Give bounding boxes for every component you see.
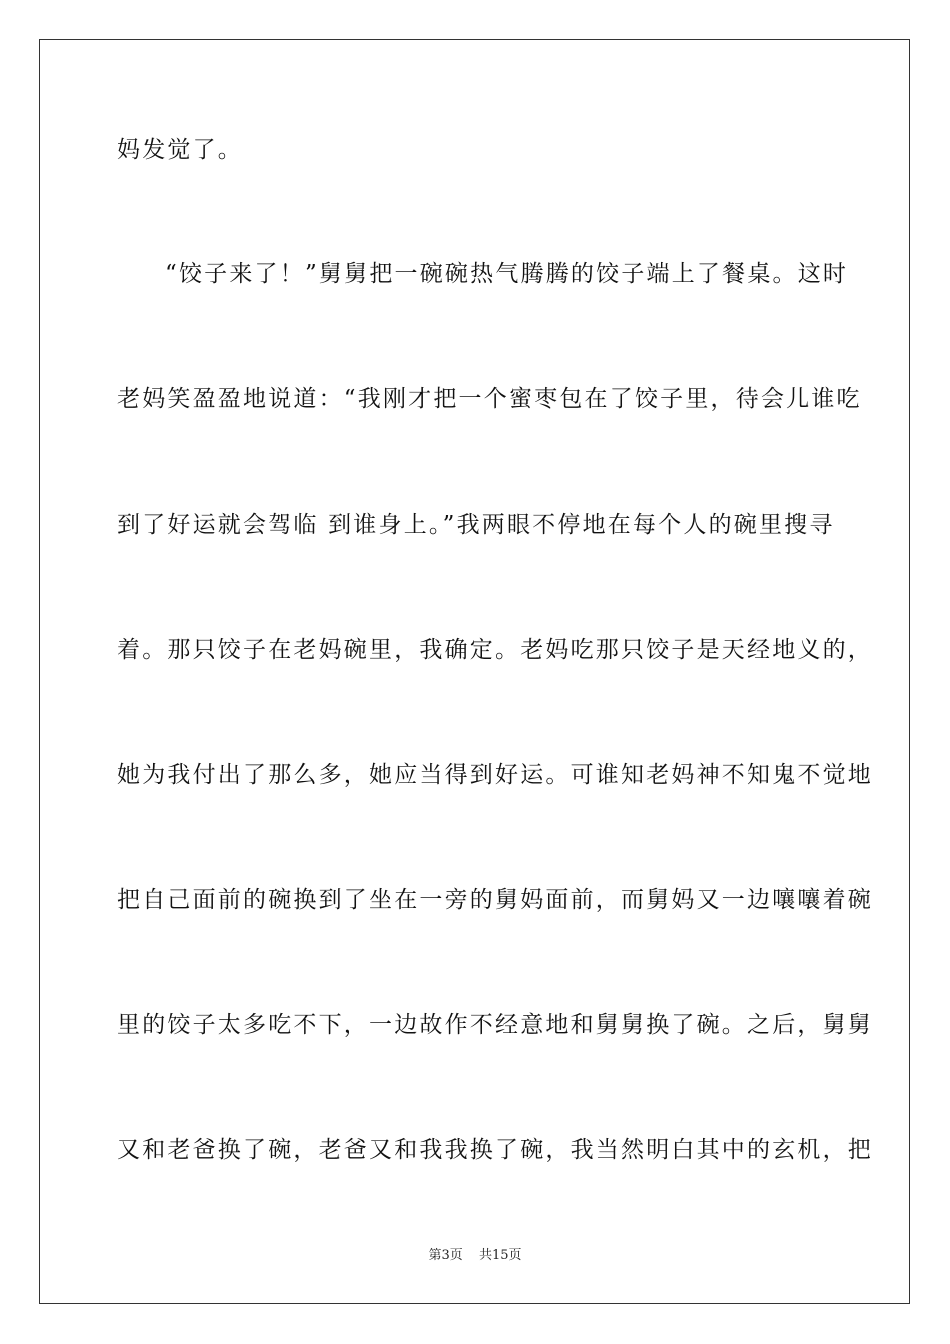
- text-line-5: 着。那只饺子在老妈碗里，我确定。老妈吃那只饺子是天经地义的，: [117, 637, 873, 663]
- page-border: [39, 39, 910, 1304]
- text-line-4: 到了好运就会驾临 到谁身上。”我两眼不停地在每个人的碗里搜寻: [117, 512, 835, 538]
- page-number: 第3页: [428, 1248, 463, 1263]
- text-line-7: 把自己面前的碗换到了坐在一旁的舅妈面前，而舅妈又一边嚷嚷着碗: [117, 887, 873, 913]
- text-line-8: 里的饺子太多吃不下，一边故作不经意地和舅舅换了碗。之后，舅舅: [117, 1012, 873, 1038]
- text-line-1: 妈发觉了。: [117, 137, 243, 163]
- total-pages: 共15页: [478, 1248, 522, 1263]
- text-line-3: 老妈笑盈盈地说道：“我刚才把一个蜜枣包在了饺子里，待会儿谁吃: [117, 386, 862, 412]
- text-line-9: 又和老爸换了碗，老爸又和我我换了碗，我当然明白其中的玄机，把: [117, 1137, 873, 1163]
- text-line-6: 她为我付出了那么多，她应当得到好运。可谁知老妈神不知鬼不觉地: [117, 762, 873, 788]
- page-footer: [0, 1247, 950, 1265]
- text-line-2: “饺子来了！”舅舅把一碗碗热气腾腾的饺子端上了餐桌。这时: [165, 261, 849, 287]
